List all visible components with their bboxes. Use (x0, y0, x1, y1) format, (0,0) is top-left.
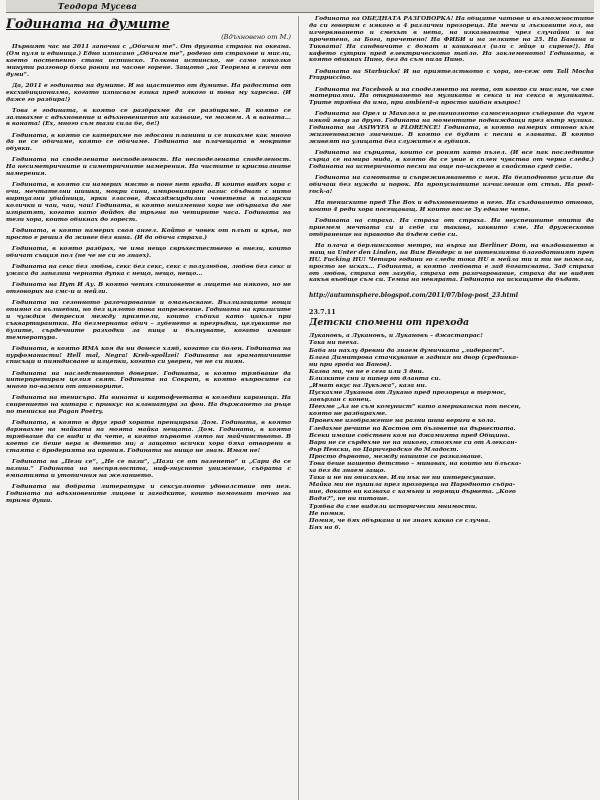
poem-line: Бях на 6. (309, 523, 341, 531)
paragraph: Годината, в която ИМА коя да ни донесе хляб, когато си болен. Годината на пурфоманисти! Hell mal, Negra! Kreb-spollzei! Годината на граматичните списъци и пияндисване и изцепки, когато си уверен, че не си пиян. (6, 344, 291, 366)
paragraph: Това е годината, в която се разбрахме да се разбираме. В която се заливахме с вдъхновение и вдъхновението ни казваше, че можем. А в ваната... в ваната! (Ех, много съм тази сила бе, бе!) (6, 106, 291, 128)
poem-line: Пускахме Луканов от Лукано пред прозореца в термос, (309, 389, 507, 397)
poem-line: „Имат вкус на Лукъжа“, каза ни. (309, 381, 427, 389)
poem-line: Баба ни нахлу древни да знаем думичката „лидераст“. (309, 346, 505, 354)
paragraph: Годината, в която намерих своя ангел. Който е човек от плът и кръв, но просто е решил да живее без вина. (И да обича страха.) (6, 226, 291, 241)
paragraph: Годината на ОБЕДНАТА РАЗГОВОРКА! На общите чатове и възможностите да си говорим с някого в 4 различни прозореца. На мечи и лъскавите гол, на изчервяването и смехът в нета, на изказваната чрез случайни и на прочетено, за Бога, прочетено! На ФИБИ и на зелките на 25. На Банана и Тиквата! На сандвичите с домат и кашкавал (или с яйце и сирене!). На кафето сутрин пред електрическото табло. На заклеменото! Годината, в която обикнах Пино, без да съм пила Пино. (309, 16, 594, 64)
poem-line: Майка ми не пушила през прозореца на Народното събра- (309, 481, 516, 489)
poem-line: ние, докато ви казваха с камъни и горящи дървета. „Кого (309, 488, 516, 496)
paragraph: Годината на самотата и съпреживяването с нея. На безподното усилие да обичаш без нужда и порок. На пропуснатите изчисления от стъп. На post-rock-a! (309, 174, 594, 195)
paragraph: Годината на добрата литература и сексуалното удоволствие от нея. Годината на вдъхновените лицове и загадките, които помогнат точно на трима души. (6, 482, 291, 504)
poem-line: Близките сни и пипер от дланта си. (309, 374, 441, 382)
paragraph: Годината, в която в друг град хората пренцираха Дом. Годината, в която дарявахме на майката на моята майка нещата. Дом. Годината, в която трябваше да се види и да чете, в която първото лято на майчинството. В което се беше вера в детето ни; а защото всички хора бяха отворени в стаята с бродерията на ирония. Годината на нищо не знам. Имам не! (6, 419, 291, 454)
memories-title: Детски спомени от прехода (309, 317, 470, 329)
poem-line: Не помня. (309, 509, 346, 517)
paragraph: На тениските пред The Box и вдъхновението в него. На създаването отново, които 4 реди хора посещаващ. И които после 3у едваме чете. (309, 198, 594, 213)
poem-line: Това беше нашето детство – минавах, на които ни блъска- (309, 460, 522, 467)
paragraph: На плача в берлинското метро, на върха на Berliner Dom, на въздаването в мащ на Unter den Linden, на Вим Вендерс и не интензията благодатният преп HU. Fucking HU! Четири години го следи тока HU в мейла ти и ти не пожела, просто не исках... Годината, в която любовта е зад богатсвата. Зад страха от любов, страха от загуба, страха от разочарование, страха да не видят какъв въобще съм си. Темпа на невярата. Годината на искащите да бъдат. (309, 241, 594, 284)
poem-line: Помня, че бях объркана и не знаех какво се случва. (309, 516, 491, 524)
paragraph: Годината на тенисъра. На вината и картофчетата в коледни караници. На свирението на китара с привкус на клавиатура за фон. На държането за ръце по тениска на Pagan Poetry. (6, 394, 291, 416)
poem-line: ни при гроба на Ванов). (309, 360, 392, 368)
poem-line: Казва ми, че не е сега или 3 дни. (309, 367, 424, 375)
paragraph: Да, 2011 е годината на думите. И на щастието от думите. На радостта от ексхибиционизма, когато изписвам езика пред някого и това му харесва. (И даже го разбира!) (6, 81, 291, 103)
poem-line: завързан с конец. (309, 396, 372, 404)
poem-line: Гледахме речите на Костов от бъзовете на дървестата. (309, 424, 516, 432)
poem-line: ха без да знаем защо. (309, 467, 386, 475)
article-title: Годината на думите (6, 17, 170, 32)
paragraph: Годината на Орел и Махолол и религиозното самосензорно съберане да чуем някой явър за друго. Годината на моментите подвиждащи през вътр музика. Годината на ASIWYFA и FLORENCE! Годината, в която намерих отново към жизненоважно значение. В която се будят с песни в главата. В която живеят на улицата без служител в губния. (309, 110, 594, 146)
poem-line: Така ни пееха. (309, 339, 359, 347)
poem-line: Вари не се сърдехме не на никого, стояхме си от Алексан- (309, 438, 518, 446)
left-column (6, 16, 299, 800)
poem-line: Така и не ни описахме. Или пък не ни интересуваше. (309, 474, 496, 482)
right-column (309, 16, 594, 800)
paragraph: Годината на споделената несподеленост. На несподелената споделеност. На несиметричните и симетричните намерения. На чистите и кристалните намерения. (6, 156, 291, 178)
paragraph: Годината, в която се катерихме по ядосани планини и се пикахме как много да не се обичаме, която се обичаме. Годината на плачещата в мокрите обувки. (6, 131, 291, 153)
paragraph: Годината, в която разбрах, че има нещо свръхестествено в онези, които обичат същия пол (не че не си го знаех). (6, 244, 291, 259)
source-url: http://autumnsphere.blogspot.com/2011/07/blog-post_23.html (309, 292, 519, 300)
article-subtitle: (Вдъхновено от М.) (221, 33, 291, 41)
poem-line: Блага Димитрова стачкуваше в задния ни двор (срединка- (309, 353, 519, 361)
paragraph: Годината, в която си намерих място в поне пет града. В които видях хора с очи, мечтателни шишки, мокри сини, импровизиран оазис сбъднат с нито виртуални убийници, ярки гласове, джазджирдилни човетета в пазарски колички и чаи, чаи, чаи! Годината, в която неизменно хора не обърнаха да ме изпратят, когато като дойдох да тръгна по четирите часа. Годината на тези хора, които обикнах до горест. (6, 181, 291, 223)
right-paragraphs (309, 16, 594, 284)
paragraph: Годината на страха. На страха от страха. На неуспешните опити да приемем мечтата си и себе си такива, каквито сме. На дружеското отбранение на правото да бъдем себе си. (309, 216, 594, 238)
poem-line: Просто дървото, между нашите се разказваше. (309, 452, 483, 460)
poem-line: Пеехме „Аз не съм комунист“ като американска поп песен, (309, 403, 521, 411)
article-columns (6, 13, 594, 800)
paragraph: Първият час на 2011 започна с „Обичам те“. От другата страна на океана. (Ом пуля и единица.) Едно изписано „Обичам те“, родено от страхове и мисли, което постепенно стана истинско. Толкова истинско, не само няколко минути разговор бяха равни на часове горене. Защото „на Теорема в сенчи от думи“. (6, 43, 291, 78)
poem-line: дър Невски, по Царичградско до Младост. (309, 445, 459, 453)
left-paragraphs (6, 44, 291, 505)
poem-line: Всеки имаше собствен ком на джамията пред Община. (309, 431, 510, 439)
poem-line: Лукановъ, а Лукановъ, и Лукановъ – джастапрас! (309, 332, 483, 340)
paragraph: Годината на „Пези се“, „Не се пази“, „Пази се от пазенето“ и „Сари да се пазиш.“ Годината на неспрялостта, ниф-гнусното унижение, събрата с емпатията и утопичния на желанието. (6, 458, 291, 479)
memories-date: 23.7.11 (309, 308, 336, 317)
poem-line: Правехме изображение на разни шиш вериги в хола. (309, 417, 496, 425)
paragraph: Годината на Нут И Ау. В която четях стиховете в лицето на някого, но не отговорих на смс-и и мейли. (6, 280, 291, 295)
author-name: Теодора Мусева (58, 1, 138, 11)
paragraph: Годината на наследственото доверие. Годината, в която трябваше да интерпретирам целия свят. Годината на Сократ, в която въпросите са много по-важни от отговорите. (6, 369, 291, 391)
memories-poem (309, 332, 594, 531)
poem-line: Вадя?“, не ни питаше. (309, 495, 389, 503)
paragraph: Годината на секс без любов, секс без секс, секс с полулюбов, любов без секс и ужаса да запазиш черната дупка с нещо, нещо, нещо... (6, 262, 291, 277)
header-bar (6, 0, 594, 13)
poem-line: Трябва да сме видяли историчесни мнимости. (309, 502, 478, 510)
paragraph: Годината на сърцата, които се ронят като пъзел. (И все пак последните сърца се намира мида, в която да се увие в сплен чувства от черна следа.) Годината на истеричното песни на още по-искрено в свойство сред себе. (309, 149, 594, 170)
paragraph: Годината на сезонното разочарование и омагьосване. Възлизащите нощи опияно са вълшебни, но без цялото това напрежение. Годината на кризисите и чуждия депресия между приятели, които събиха като цикъл при съквартирантки. На безмерната обич – зубенето в прегръдки, целувките по бузите, сърдечните разходки за пица и бълнувате, когато имаше температура. (6, 298, 291, 341)
paragraph: Годината на Facebook и на споделянето на нета, от което си мислим, че сме материални. На откриването на музиката в секса и на секса в музиката. Трите трябва да има, при ambient-а просто шибан въпрос! (309, 85, 594, 107)
poem-line: която не разбирахме. (309, 410, 387, 418)
paragraph: Годината на Starbucks! И на приятелството с хора, но-сеж от Tall Mocha Frappuccino. (309, 67, 594, 82)
